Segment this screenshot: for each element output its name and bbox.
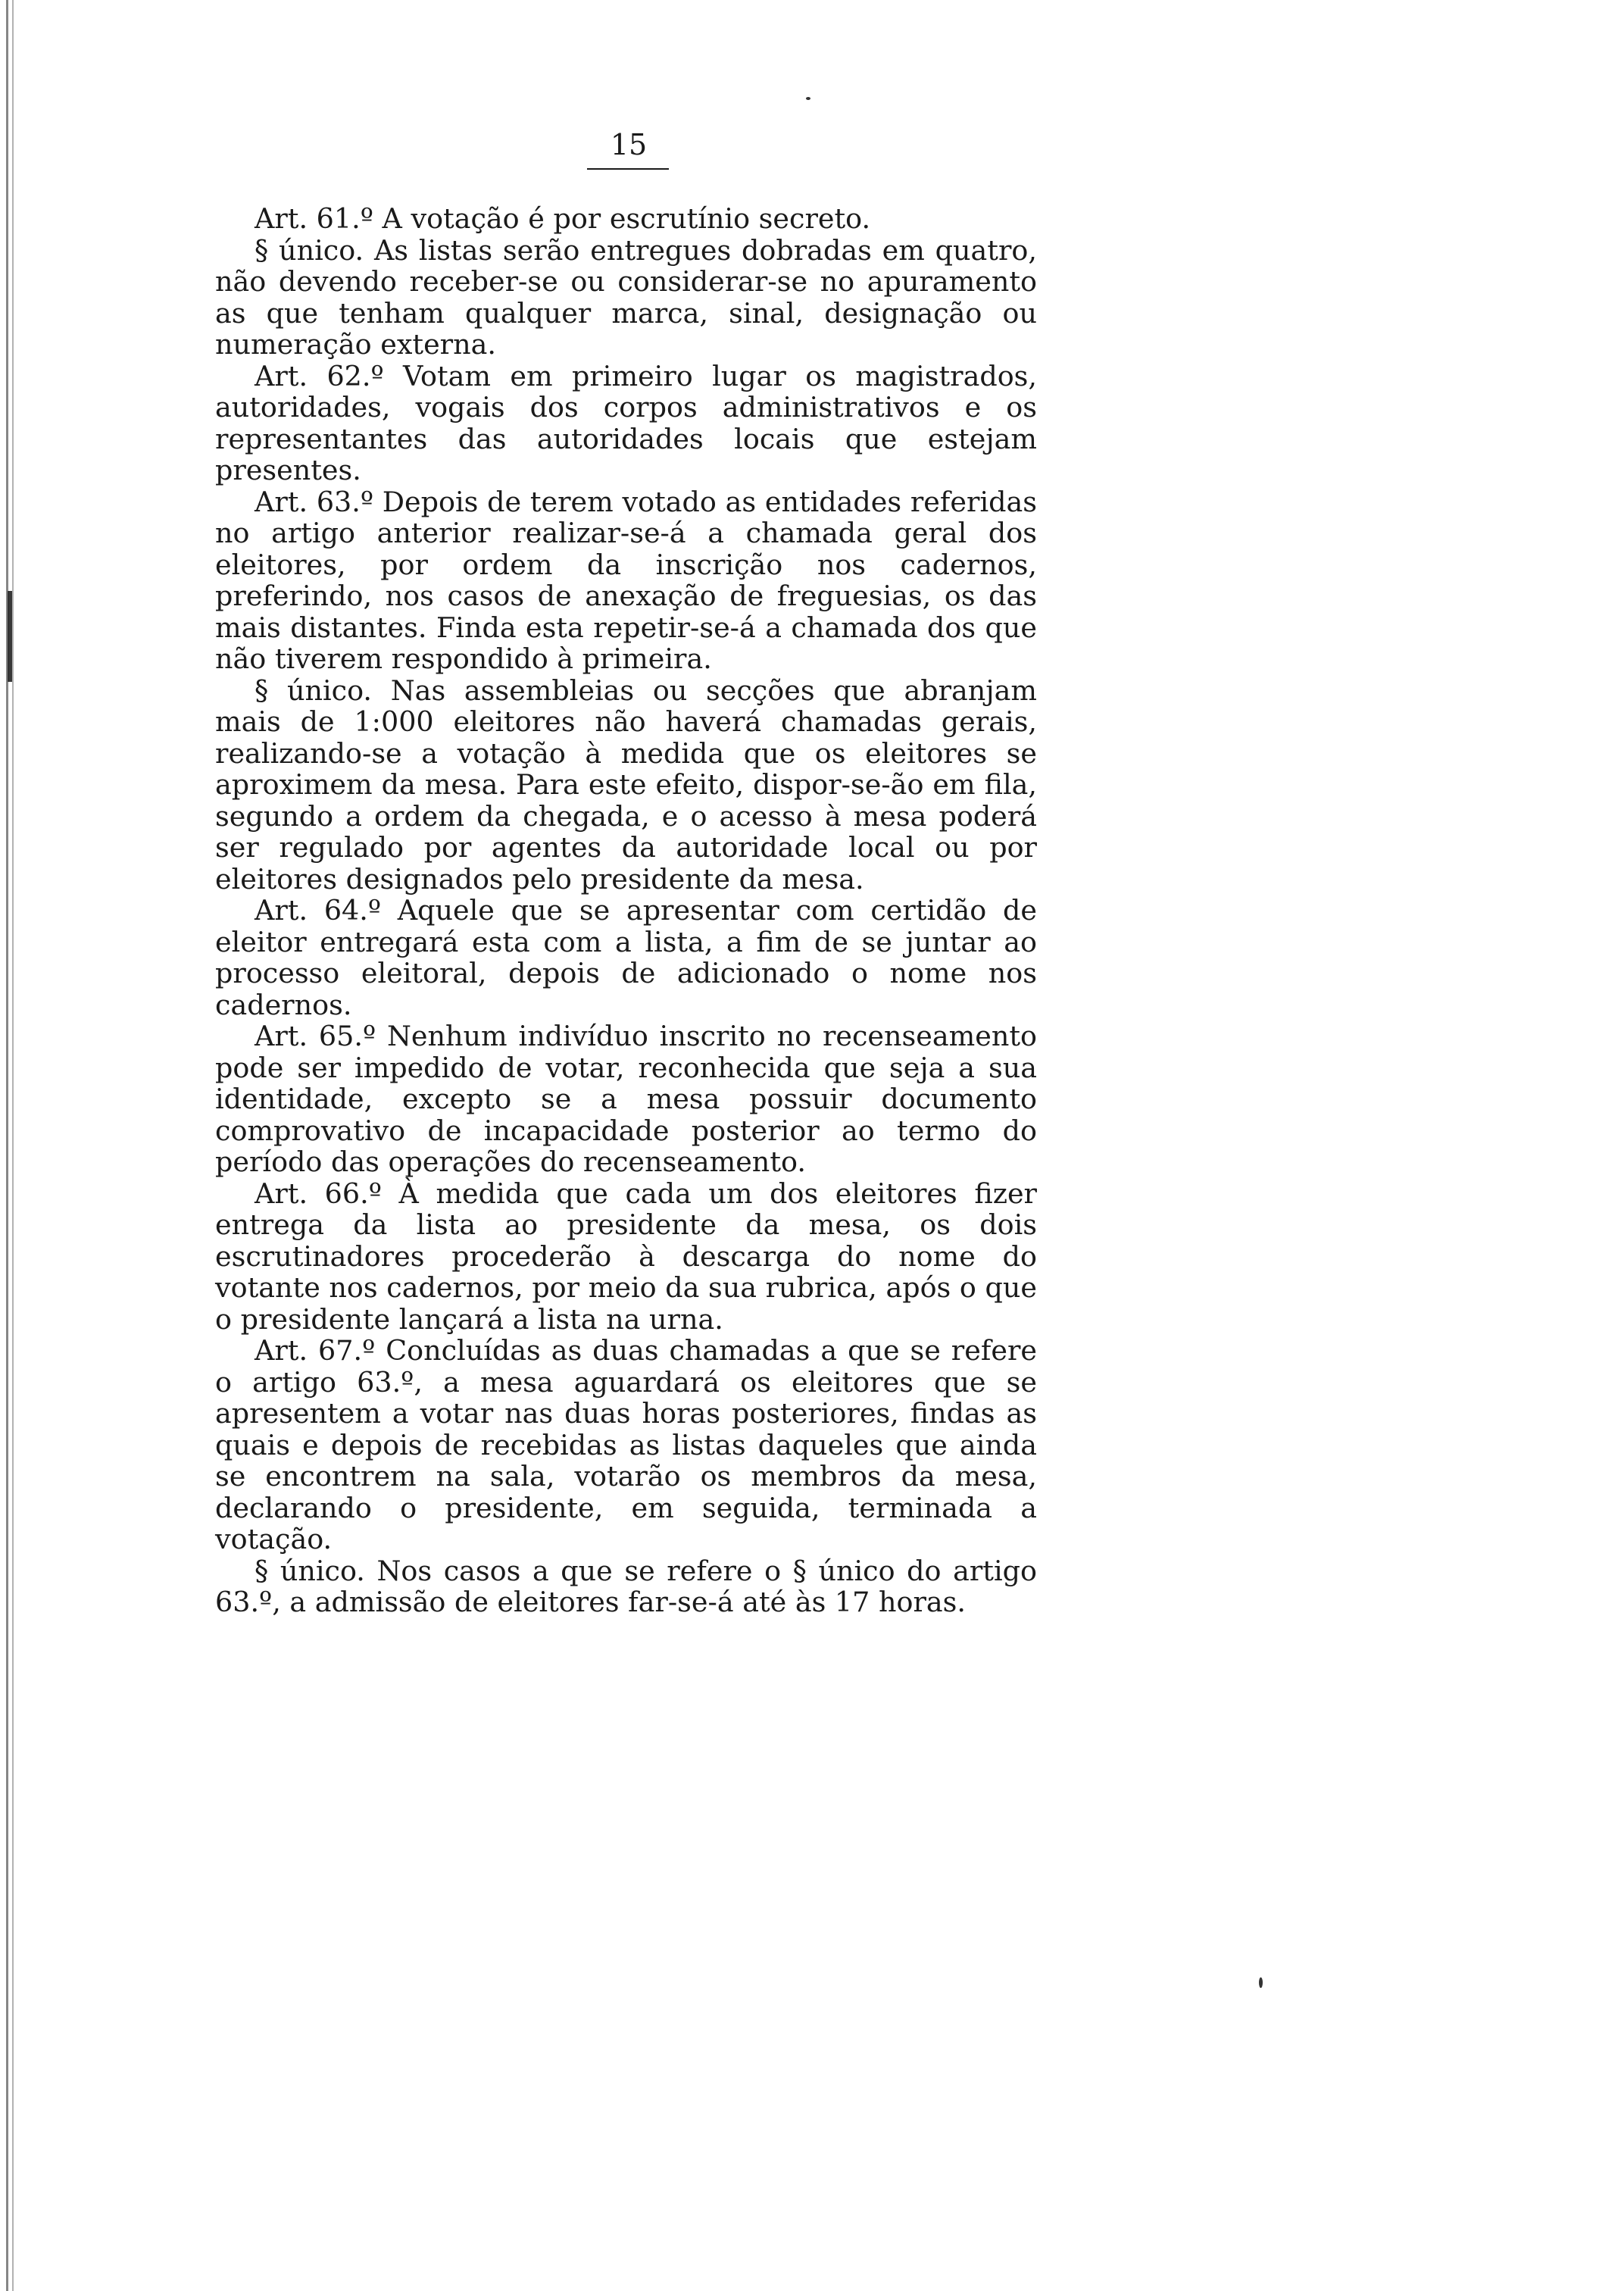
document-body <box>215 203 1037 1618</box>
scan-edge-line <box>6 0 8 2291</box>
article-61-single-paragraph: § único. As listas serão entregues dobradas em quatro, não devendo receber-se ou considerar-se no apuramento as que tenham qualquer marca, sinal, designação ou numeração externa. <box>215 233 1037 361</box>
article-65: Art. 65.º Nenhum indivíduo inscrito no recenseamento pode ser impedido de votar, reconhecida que seja a sua identidade, excepto se a mesa possuir documento comprovativo de incapacidade posterior ao termo do período das operações do recenseamento. <box>215 1020 1037 1178</box>
article-67-single-paragraph: § único. Nos casos a que se refere o § único do artigo 63.º, a admissão de eleitores far-se-á até às 17 horas. <box>215 1554 1037 1618</box>
scan-edge-line <box>12 0 14 2291</box>
article-63-single-paragraph: § único. Nas assembleias ou secções que abranjam mais de 1:000 eleitores não haverá chamadas gerais, realizando-se a votação à medida que os eleitores se aproximem da mesa. Para este efeito, dispor-se-ão em fila, segundo a ordem da chegada, e o acesso à mesa poderá ser regulado por agentes da autoridade local ou por eleitores designados pelo presidente da mesa. <box>215 674 1037 895</box>
article-64: Art. 64.º Aquele que se apresentar com certidão de eleitor entregará esta com a lista, a fim de se juntar ao processo eleitoral, depois de adicionado o nome nos cadernos. <box>215 894 1037 1021</box>
article-62: Art. 62.º Votam em primeiro lugar os magistrados, autoridades, vogais dos corpos administrativos e os representantes das autoridades locais que estejam presentes. <box>215 359 1037 486</box>
article-61: Art. 61.º A votação é por escrutínio secreto. <box>255 202 871 235</box>
page-number-rule <box>587 168 669 170</box>
article-67: Art. 67.º Concluídas as duas chamadas a que se refere o artigo 63.º, a mesa aguardará os eleitores que se apresentem a votar nas duas horas posteriores, findas as quais e depois de recebidas as listas daqueles que ainda se encontrem na sala, votarão os membros da mesa, declarando o presidente, em seguida, terminada a votação. <box>215 1334 1037 1555</box>
article-63: Art. 63.º Depois de terem votado as entidades referidas no artigo anterior realizar-se-á a chamada geral dos eleitores, por ordem da inscrição nos cadernos, preferindo, nos casos de anexação de freguesias, os das mais distantes. Finda esta repetir-se-á a chamada dos que não tiverem respondido à primeira. <box>215 485 1037 675</box>
scan-speck <box>1259 1977 1263 1988</box>
page-number: 15 <box>610 128 648 161</box>
scan-speck <box>806 97 810 100</box>
scan-edge-mark <box>8 591 12 682</box>
article-66: Art. 66.º À medida que cada um dos eleitores fizer entrega da lista ao presidente da mesa, os dois escrutinadores procederão à descarga do nome do votante nos cadernos, por meio da sua rubrica, após o que o presidente lançará a lista na urna. <box>215 1177 1037 1336</box>
